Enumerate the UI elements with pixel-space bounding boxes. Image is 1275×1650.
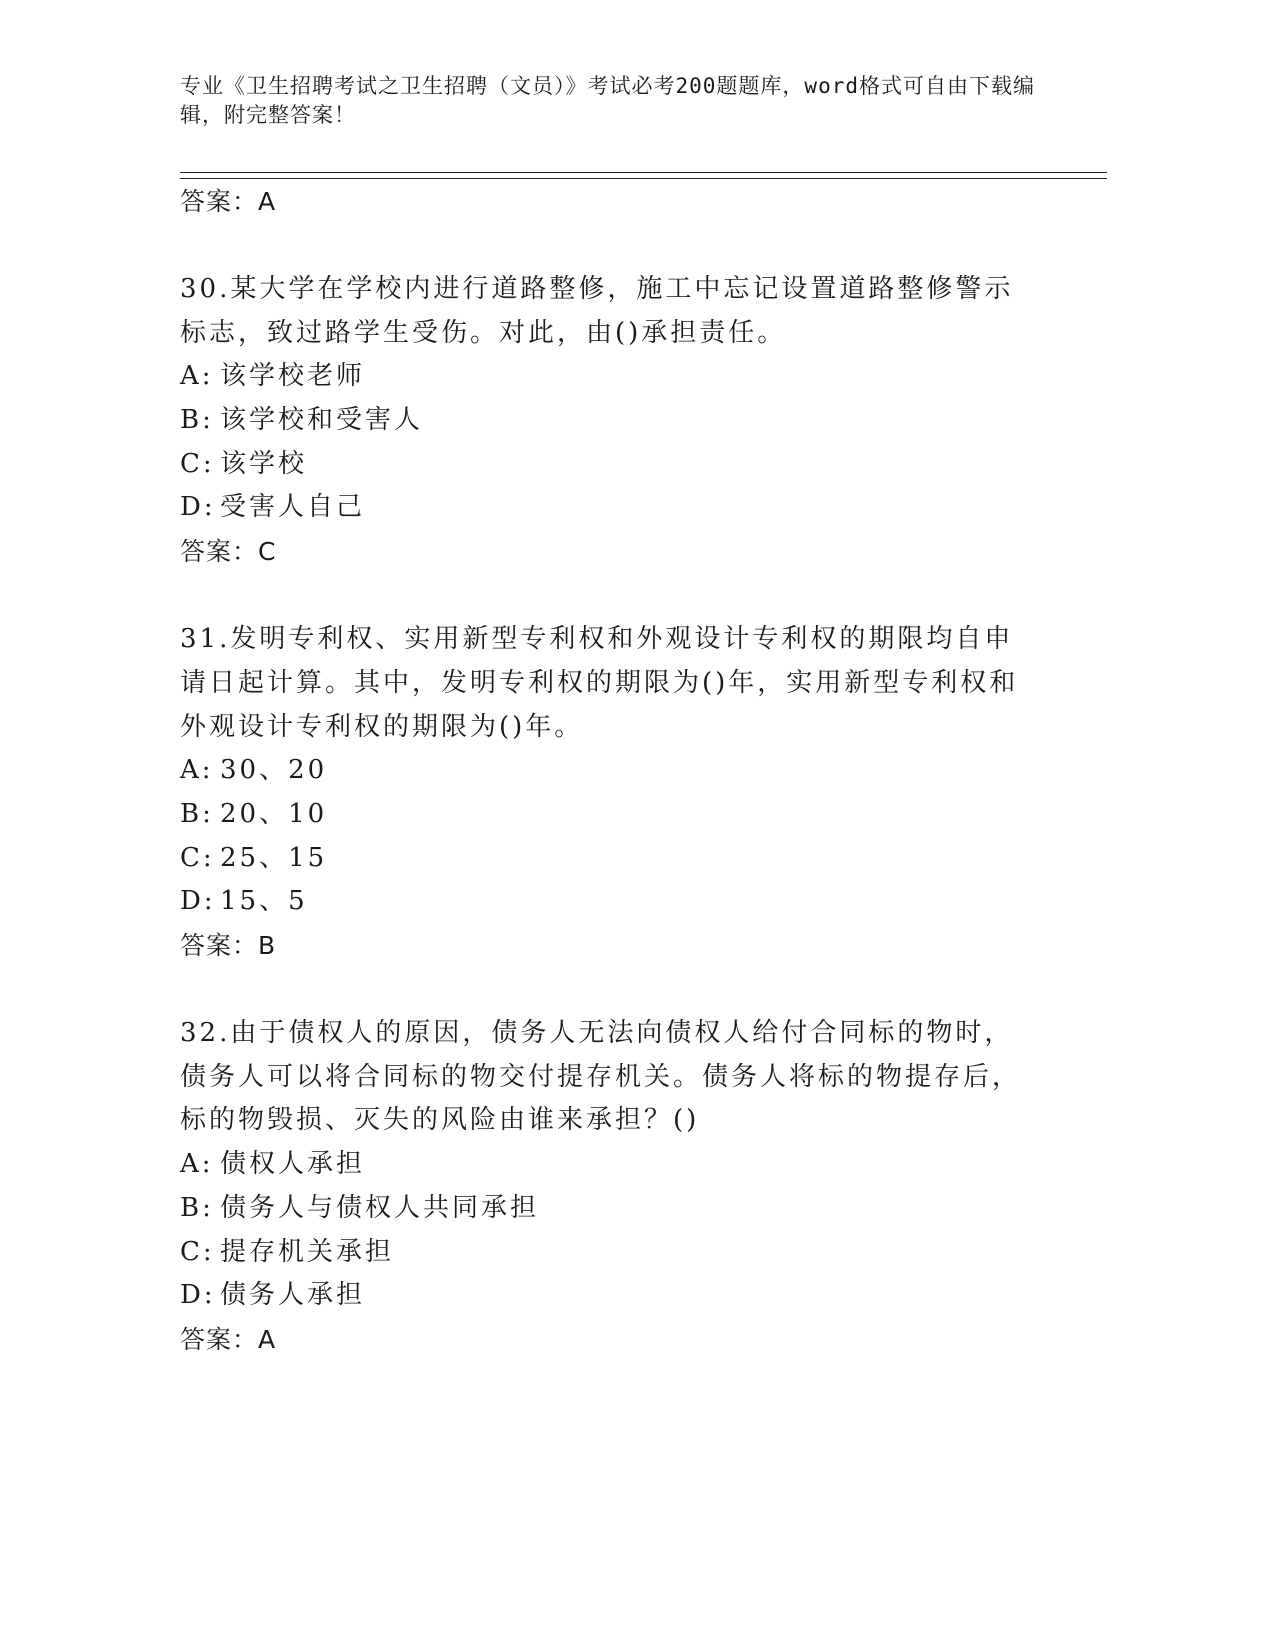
answer-label: 答案： [180, 187, 259, 216]
header-divider-bottom [180, 178, 1107, 179]
answer-label: 答案： [180, 931, 259, 961]
option-a [180, 749, 1060, 793]
question-answer [180, 1318, 1060, 1362]
question-stem: 31.发明专利权、实用新型专利权和外观设计专利权的期限均自申请日起计算。其中，发明专利权的期限为()年，实用新型专利权和外观设计专利权的期限为()年。 [180, 624, 1019, 742]
question-answer [180, 924, 1060, 968]
option-text: 20、10 [220, 798, 328, 829]
option-text: 债权人承担 [220, 1149, 366, 1180]
option-a [180, 1143, 1060, 1187]
question-32 [180, 1012, 1060, 1362]
option-key: D: [180, 492, 216, 523]
document-body [180, 180, 1060, 1362]
answer-value: A [258, 187, 277, 216]
option-key: A: [180, 755, 214, 786]
option-text: 该学校 [220, 448, 308, 479]
option-b [180, 399, 1060, 443]
option-text: 提存机关承担 [220, 1236, 395, 1267]
option-text: 15、5 [220, 886, 308, 917]
answer-value: B [258, 931, 277, 961]
option-text: 25、15 [220, 842, 328, 873]
option-text: 该学校和受害人 [220, 405, 424, 436]
answer-label: 答案： [180, 537, 259, 567]
question-stem: 32.由于债权人的原因，债务人无法向债权人给付合同标的物时，债务人可以将合同标的物交付提存机关。债务人将标的物提存后，标的物毁损、灭失的风险由谁来承担？() [180, 1018, 1022, 1136]
option-key: B: [180, 798, 214, 829]
option-text: 该学校老师 [220, 361, 366, 392]
answer-value: A [258, 1324, 277, 1354]
option-key: B: [180, 405, 214, 436]
question-31 [180, 618, 1060, 968]
option-c [180, 443, 1060, 487]
option-key: B: [180, 1192, 214, 1223]
answer-label: 答案： [180, 1324, 259, 1354]
option-d [180, 880, 1060, 924]
option-key: A: [180, 361, 214, 392]
answer-value: C [258, 537, 277, 567]
option-b [180, 793, 1060, 837]
option-key: C: [180, 448, 215, 479]
option-text: 30、20 [220, 755, 328, 786]
option-key: C: [180, 842, 215, 873]
document-header: 专业《卫生招聘考试之卫生招聘（文员）》考试必考200题题库，word格式可自由下载编辑，附完整答案！ [180, 74, 1035, 127]
option-text: 债务人与债权人共同承担 [220, 1192, 540, 1223]
question-stem: 30.某大学在学校内进行道路整修，施工中忘记设置道路整修警示标志，致过路学生受伤。对此，由()承担责任。 [180, 274, 1014, 348]
option-a [180, 355, 1060, 399]
header-divider-top [180, 172, 1107, 173]
option-text: 债务人承担 [220, 1280, 366, 1311]
previous-question-answer [180, 180, 1060, 224]
question-30 [180, 268, 1060, 574]
option-text: 受害人自己 [220, 492, 366, 523]
option-key: C: [180, 1236, 215, 1267]
option-c [180, 837, 1060, 881]
option-d [180, 1274, 1060, 1318]
question-answer [180, 530, 1060, 574]
option-key: D: [180, 1280, 216, 1311]
option-b [180, 1187, 1060, 1231]
option-d [180, 486, 1060, 530]
option-key: A: [180, 1149, 214, 1180]
option-c [180, 1231, 1060, 1275]
option-key: D: [180, 886, 216, 917]
